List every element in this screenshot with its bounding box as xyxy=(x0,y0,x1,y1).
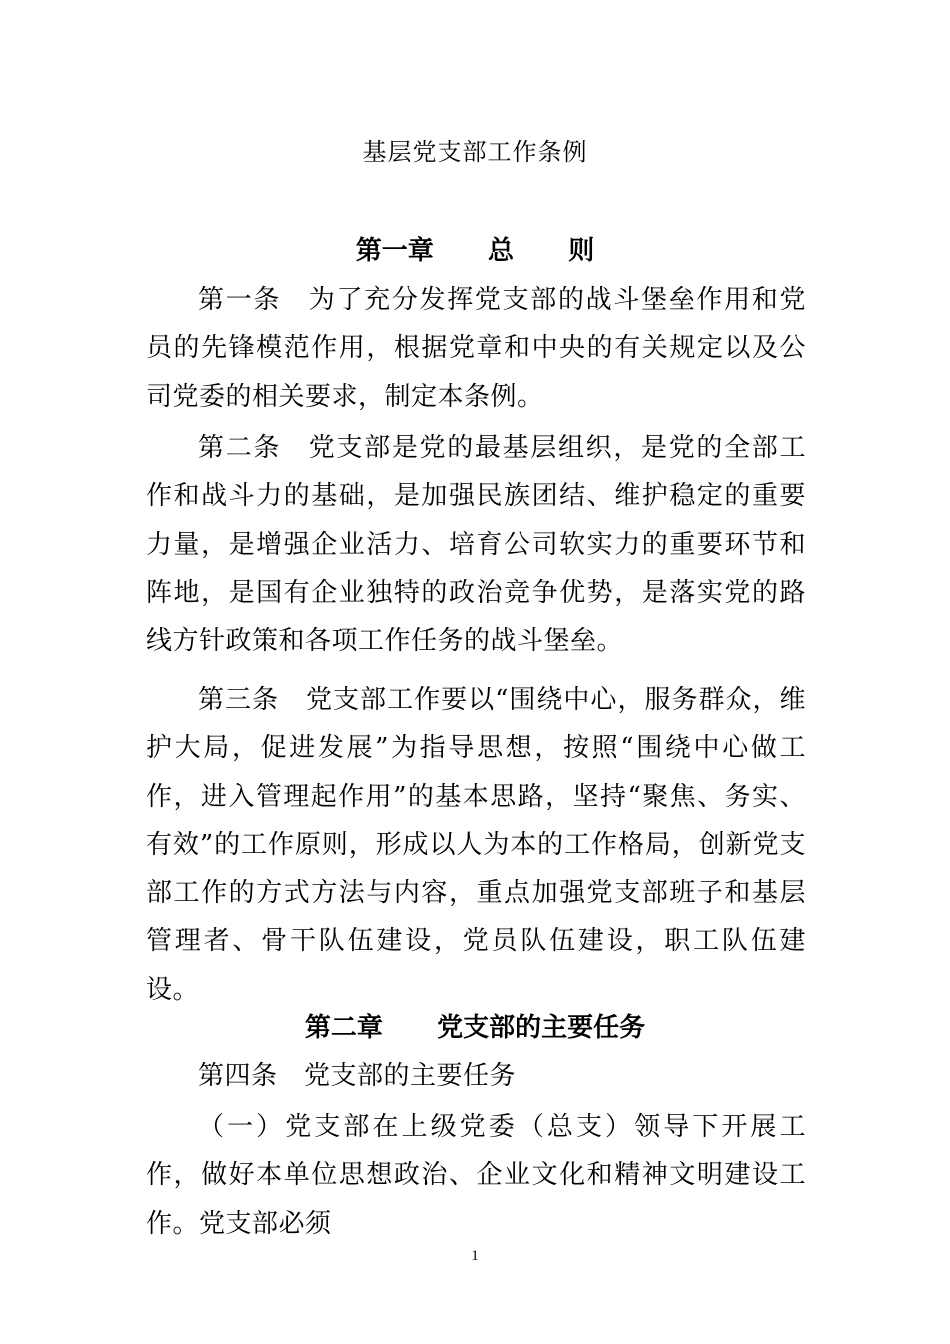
article-1-paragraph: 第一条 为了充分发挥党支部的战斗堡垒作用和党员的先锋模范作用，根据党章和中央的有关规定以及公司党委的相关要求，制定本条例。 xyxy=(146,285,806,412)
article-4-paragraph: 第四条 党支部的主要任务 xyxy=(198,1061,517,1091)
article-2-paragraph: 第二条 党支部是党的最基层组织，是党的全部工作和战斗力的基础，是加强民族团结、维护稳定的重要力量，是增强企业活力、培育公司软实力的重要环节和阵地，是国有企业独特的政治竞争优势，是落实党的路线方针政策和各项工作任务的战斗堡垒。 xyxy=(146,433,806,657)
chapter-2-heading: 第二章 党支部的主要任务 xyxy=(304,1013,646,1043)
article-3-paragraph: 第三条 党支部工作要以“围绕中心，服务群众，维护大局，促进发展”为指导思想，按照“围绕中心做工作，进入管理起作用”的基本思路，坚持“聚焦、务实、有效”的工作原则，形成以人为本的工作格局，创新党支部工作的方式方法与内容，重点加强党支部班子和基层管理者、骨干队伍建设，党员队伍建设，职工队伍建设。 xyxy=(146,685,806,1005)
document-title: 基层党支部工作条例 xyxy=(362,138,588,166)
chapter-1-heading: 第一章 总 则 xyxy=(355,236,595,266)
item-1-paragraph: （一）党支部在上级党委（总支）领导下开展工作，做好本单位思想政治、企业文化和精神文明建设工作。党支部必须 xyxy=(146,1112,806,1239)
page-number: 1 xyxy=(471,1248,479,1264)
